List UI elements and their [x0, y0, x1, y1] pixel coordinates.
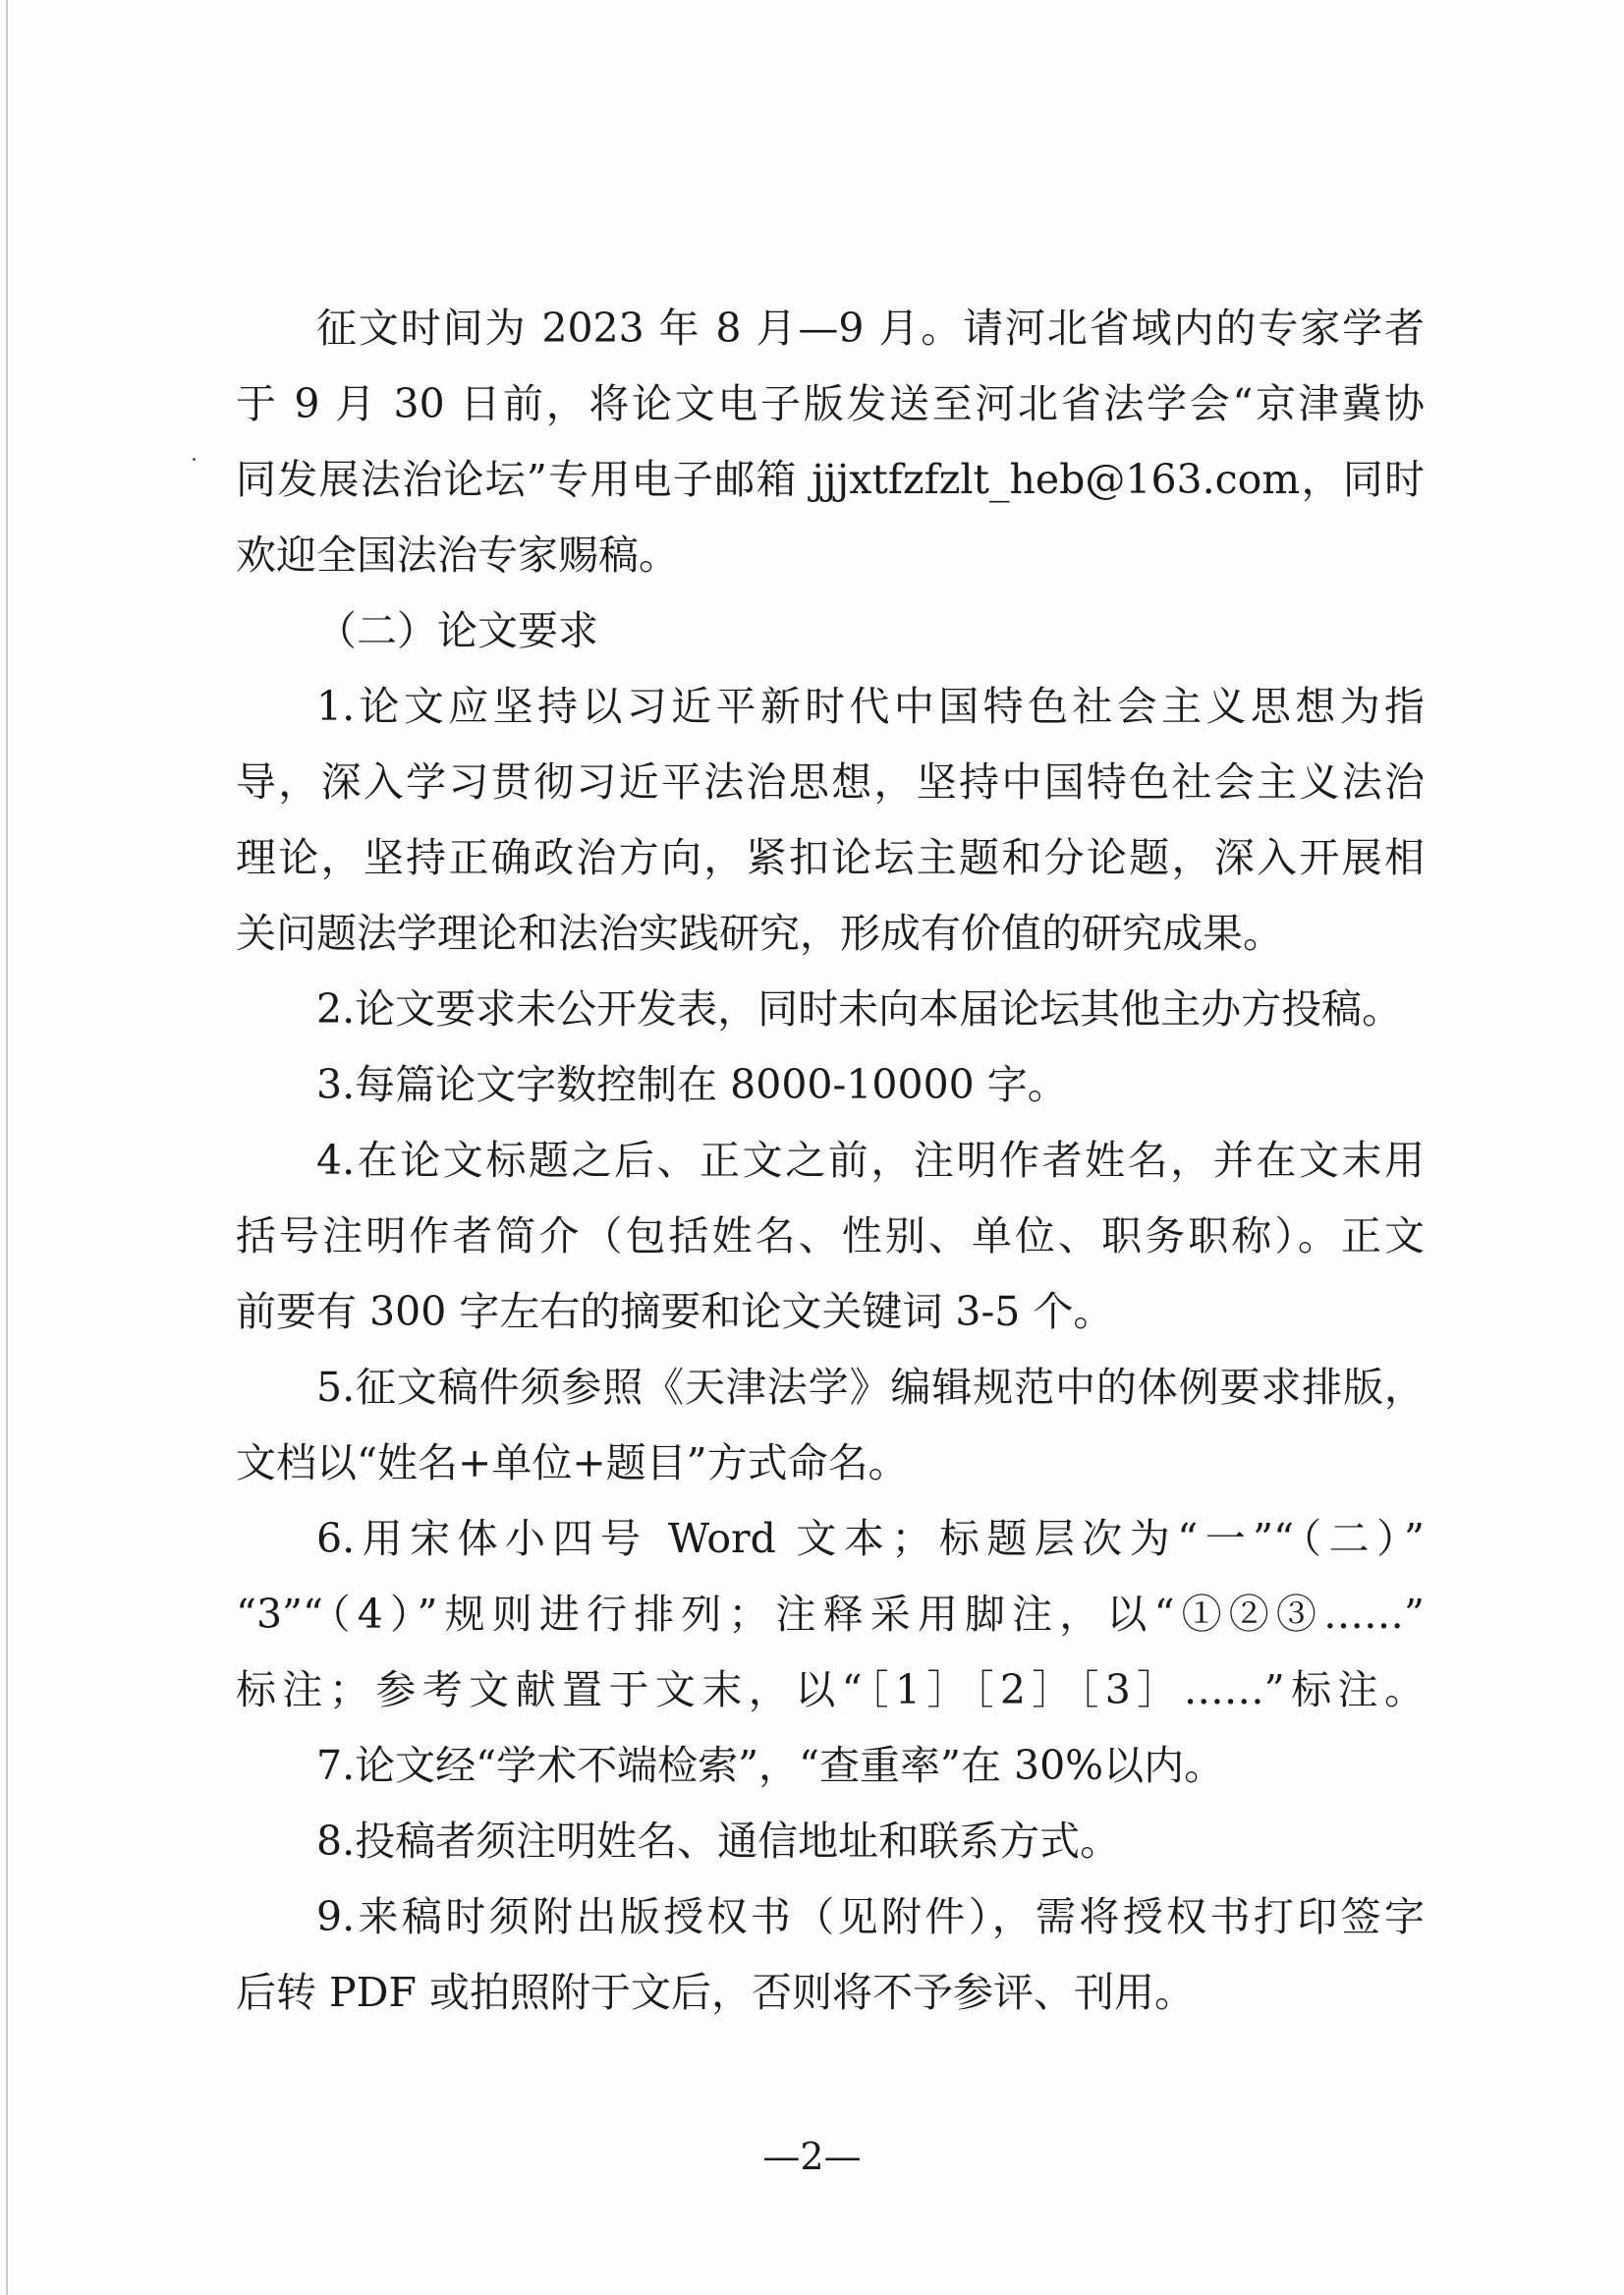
text-line: 征文时间为 2023 年 8 月—9 月。请河北省域内的专家学者 — [316, 305, 1425, 352]
text-line: 前要有 300 字左右的摘要和论文关键词 3-5 个。 — [236, 1288, 1114, 1335]
text-line: 2.论文要求未公开发表，同时未向本届论坛其他主办方投稿。 — [316, 985, 1403, 1033]
scan-speck — [193, 458, 196, 461]
text-line: 文档以“姓名+单位+题目”方式命名。 — [236, 1439, 909, 1486]
scan-edge — [6, 0, 8, 2295]
page-number: —2— — [762, 2135, 862, 2178]
text-line: 3.每篇论文字数控制在 8000-10000 字。 — [316, 1061, 1068, 1108]
text-line: 后转 PDF 或拍照附于文后，否则将不予参评、刊用。 — [236, 1969, 1195, 2016]
text-line: 导，深入学习贯彻习近平法治思想，坚持中国特色社会主义法治 — [236, 758, 1425, 806]
text-line: 理论，坚持正确政治方向，紧扣论坛主题和分论题，深入开展相 — [236, 834, 1425, 881]
text-line: 4.在论文标题之后、正文之前，注明作者姓名，并在文末用 — [316, 1137, 1425, 1184]
text-line: 5.征文稿件须参照《天津法学》编辑规范中的体例要求排版， — [316, 1364, 1425, 1411]
text-line: 1.论文应坚持以习近平新时代中国特色社会主义思想为指 — [316, 683, 1425, 730]
text-line: 同发展法治论坛”专用电子邮箱 jjjxtfzfzlt_heb@163.com，同时 — [236, 456, 1425, 503]
text-line: 9.来稿时须附出版授权书（见附件），需将授权书打印签字 — [316, 1893, 1425, 1940]
text-line: 8.投稿者须注明姓名、通信地址和联系方式。 — [316, 1818, 1121, 1865]
text-line: 标注；参考文献置于文末，以“［1］［2］［3］……”标注。 — [236, 1666, 1425, 1713]
text-line: 6.用宋体小四号 Word 文本；标题层次为“一”“（二）” — [316, 1515, 1425, 1562]
text-line: 7.论文经“学术不端检索”，“查重率”在 30%以内。 — [316, 1742, 1225, 1789]
text-line: 括号注明作者简介（包括姓名、性别、单位、职务职称）。正文 — [236, 1212, 1425, 1259]
text-line: 于 9 月 30 日前，将论文电子版发送至河北省法学会“京津冀协 — [236, 380, 1425, 427]
section-heading: （二）论文要求 — [316, 607, 598, 654]
text-line: “3”“（4）”规则进行排列；注释采用脚注，以“①②③……” — [236, 1591, 1425, 1638]
text-line: 关问题法学理论和法治实践研究，形成有价值的研究成果。 — [236, 910, 1283, 957]
text-line: 欢迎全国法治专家赐稿。 — [236, 532, 679, 579]
